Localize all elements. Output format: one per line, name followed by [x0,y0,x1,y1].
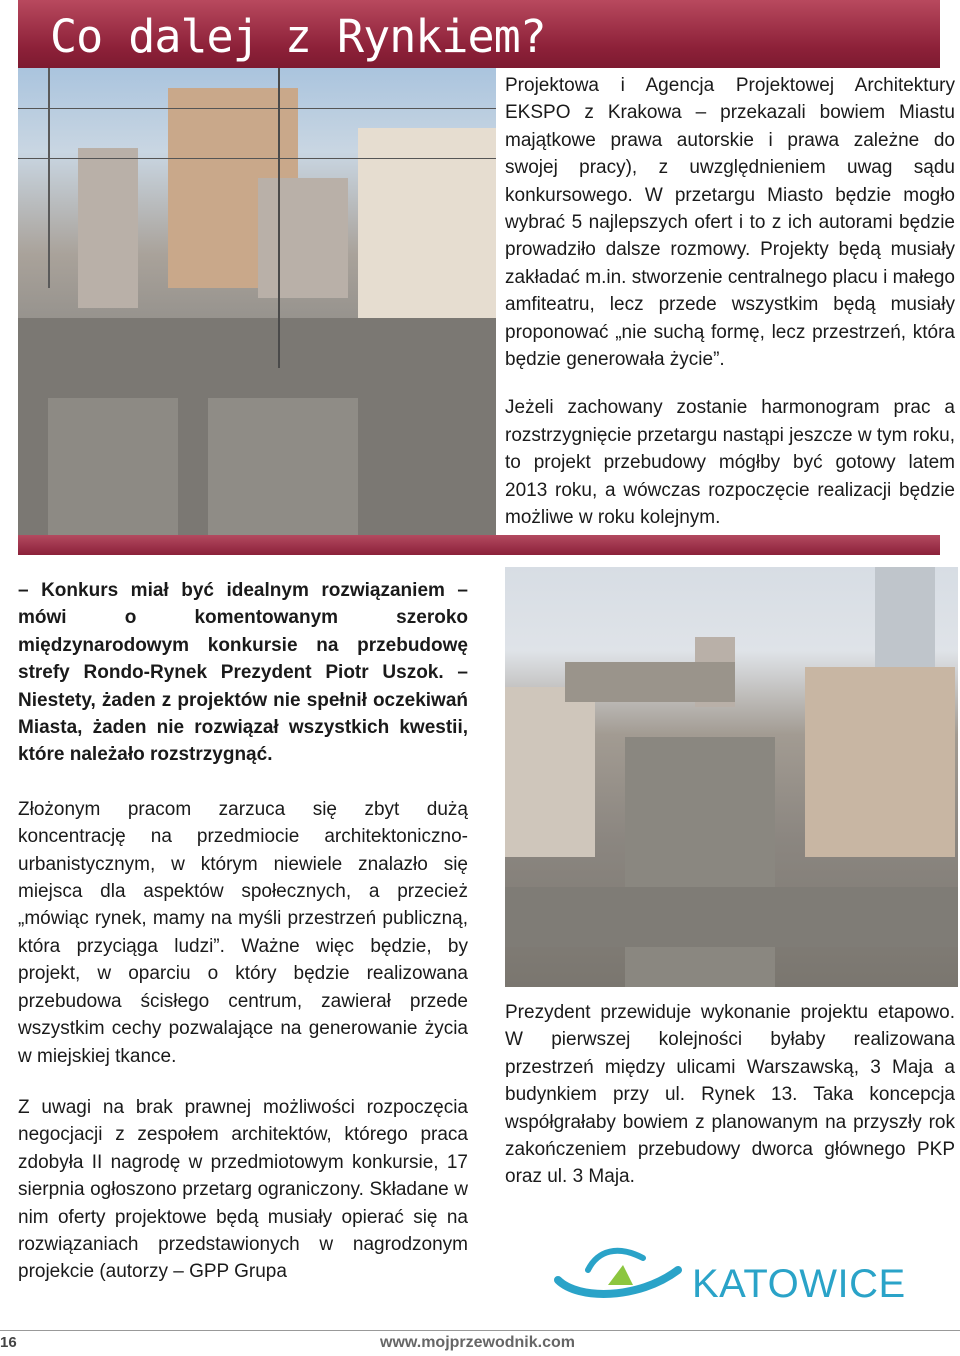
footer-divider [0,1330,960,1331]
left-paragraph-1: Złożonym pracom zarzuca się zbyt dużą koncentrację na przedmiocie architektoniczno-urbanistycznym, w którym niewiele znalazło się miejsca dla aspektów społecznych, a przecież „mówiąc rynek, mamy na myśli przestrzeń publiczną, która przyciąga ludzi”. Ważne więc będzie, by projekt, w oparciu o który będzie realizowana przebudowa ścisłego centrum, zawierał przede wszystkim cechy pozwalające na generowanie życia w miejskiej tkance. [18,798,468,1067]
page-number: 16 [0,1334,17,1351]
footer-website[interactable]: www.mojprzewodnik.com [380,1334,575,1351]
page-title: Co dalej z Rynkiem? [50,10,546,63]
right-paragraph-2: Jeżeli zachowany zostanie harmonogram prac a rozstrzygnięcie przetargu nastąpi jeszcze w tym roku, to projekt przebudowy mógłby być gotowy latem 2013 roku, a wówczas rozpoczęcie realizacji będzie możliwe w roku kolejnym. [505,397,955,529]
section-bar [18,535,940,555]
right-paragraph-1: Projektowa i Agencja Projektowej Architektury EKSPO z Krakowa – przekazali bowiem Miastu majątkowe prawa autorskie i prawa zależne do swojej pracy), z uwzględnieniem uwag sądu konkursowego. W przetargu Miasto będzie mogło wybrać 5 najlepszych ofert i to z ich autorami będzie prowadziło dalsze rozmowy. Projekty będą musiały zakładać m.in. stworzenie centralnego placu i małego amfiteatru, lecz przede wszystkim będą musiały proponować „nie suchą formę, lecz przestrzeń, która będzie generowała życie”. [505,75,955,371]
quote-paragraph: – Konkurs miał być idealnym rozwiązaniem – mówi o komentowanym szeroko międzynarodowym konkursie na przebudowę strefy Rondo-Rynek Prezydent Piotr Uszok. – Niestety, żaden z projektów nie spełnił oczekiwań Miasta, żaden nie rozwiązał wszystkich kwestii, które należało rozstrzygnąć. [18,580,468,766]
aerial-city-photo [505,567,958,987]
katowice-logo-text: KATOWICE [692,1262,906,1306]
right-paragraph-3: Prezydent przewiduje wykonanie projektu etapowo. W pierwszej kolejności byłaby realizowana przestrzeń między ulicami Warszawską, 3 Maja a budynkiem przy ul. Rynek 13. Taka koncepcja współgrałaby bowiem z planowanym na przyszły rok zakończeniem przebudowy dworca głównego PKP oraz ul. 3 Maja. [505,1002,955,1188]
construction-photo [18,68,496,535]
katowice-logo-icon [548,1240,688,1310]
left-paragraph-2: Z uwagi na brak prawnej możliwości rozpoczęcia negocjacji z zespołem architektów, którego praca zdobyła II nagrodę w przedmiotowym konkursie, 17 sierpnia ogłoszono przetarg ograniczony. Składane w nim oferty projektowe będą musiały opierać się na rozwiązaniach przedstawionych w nagrodzonym projekcie (autorzy – GPP Grupa [18,1096,468,1283]
